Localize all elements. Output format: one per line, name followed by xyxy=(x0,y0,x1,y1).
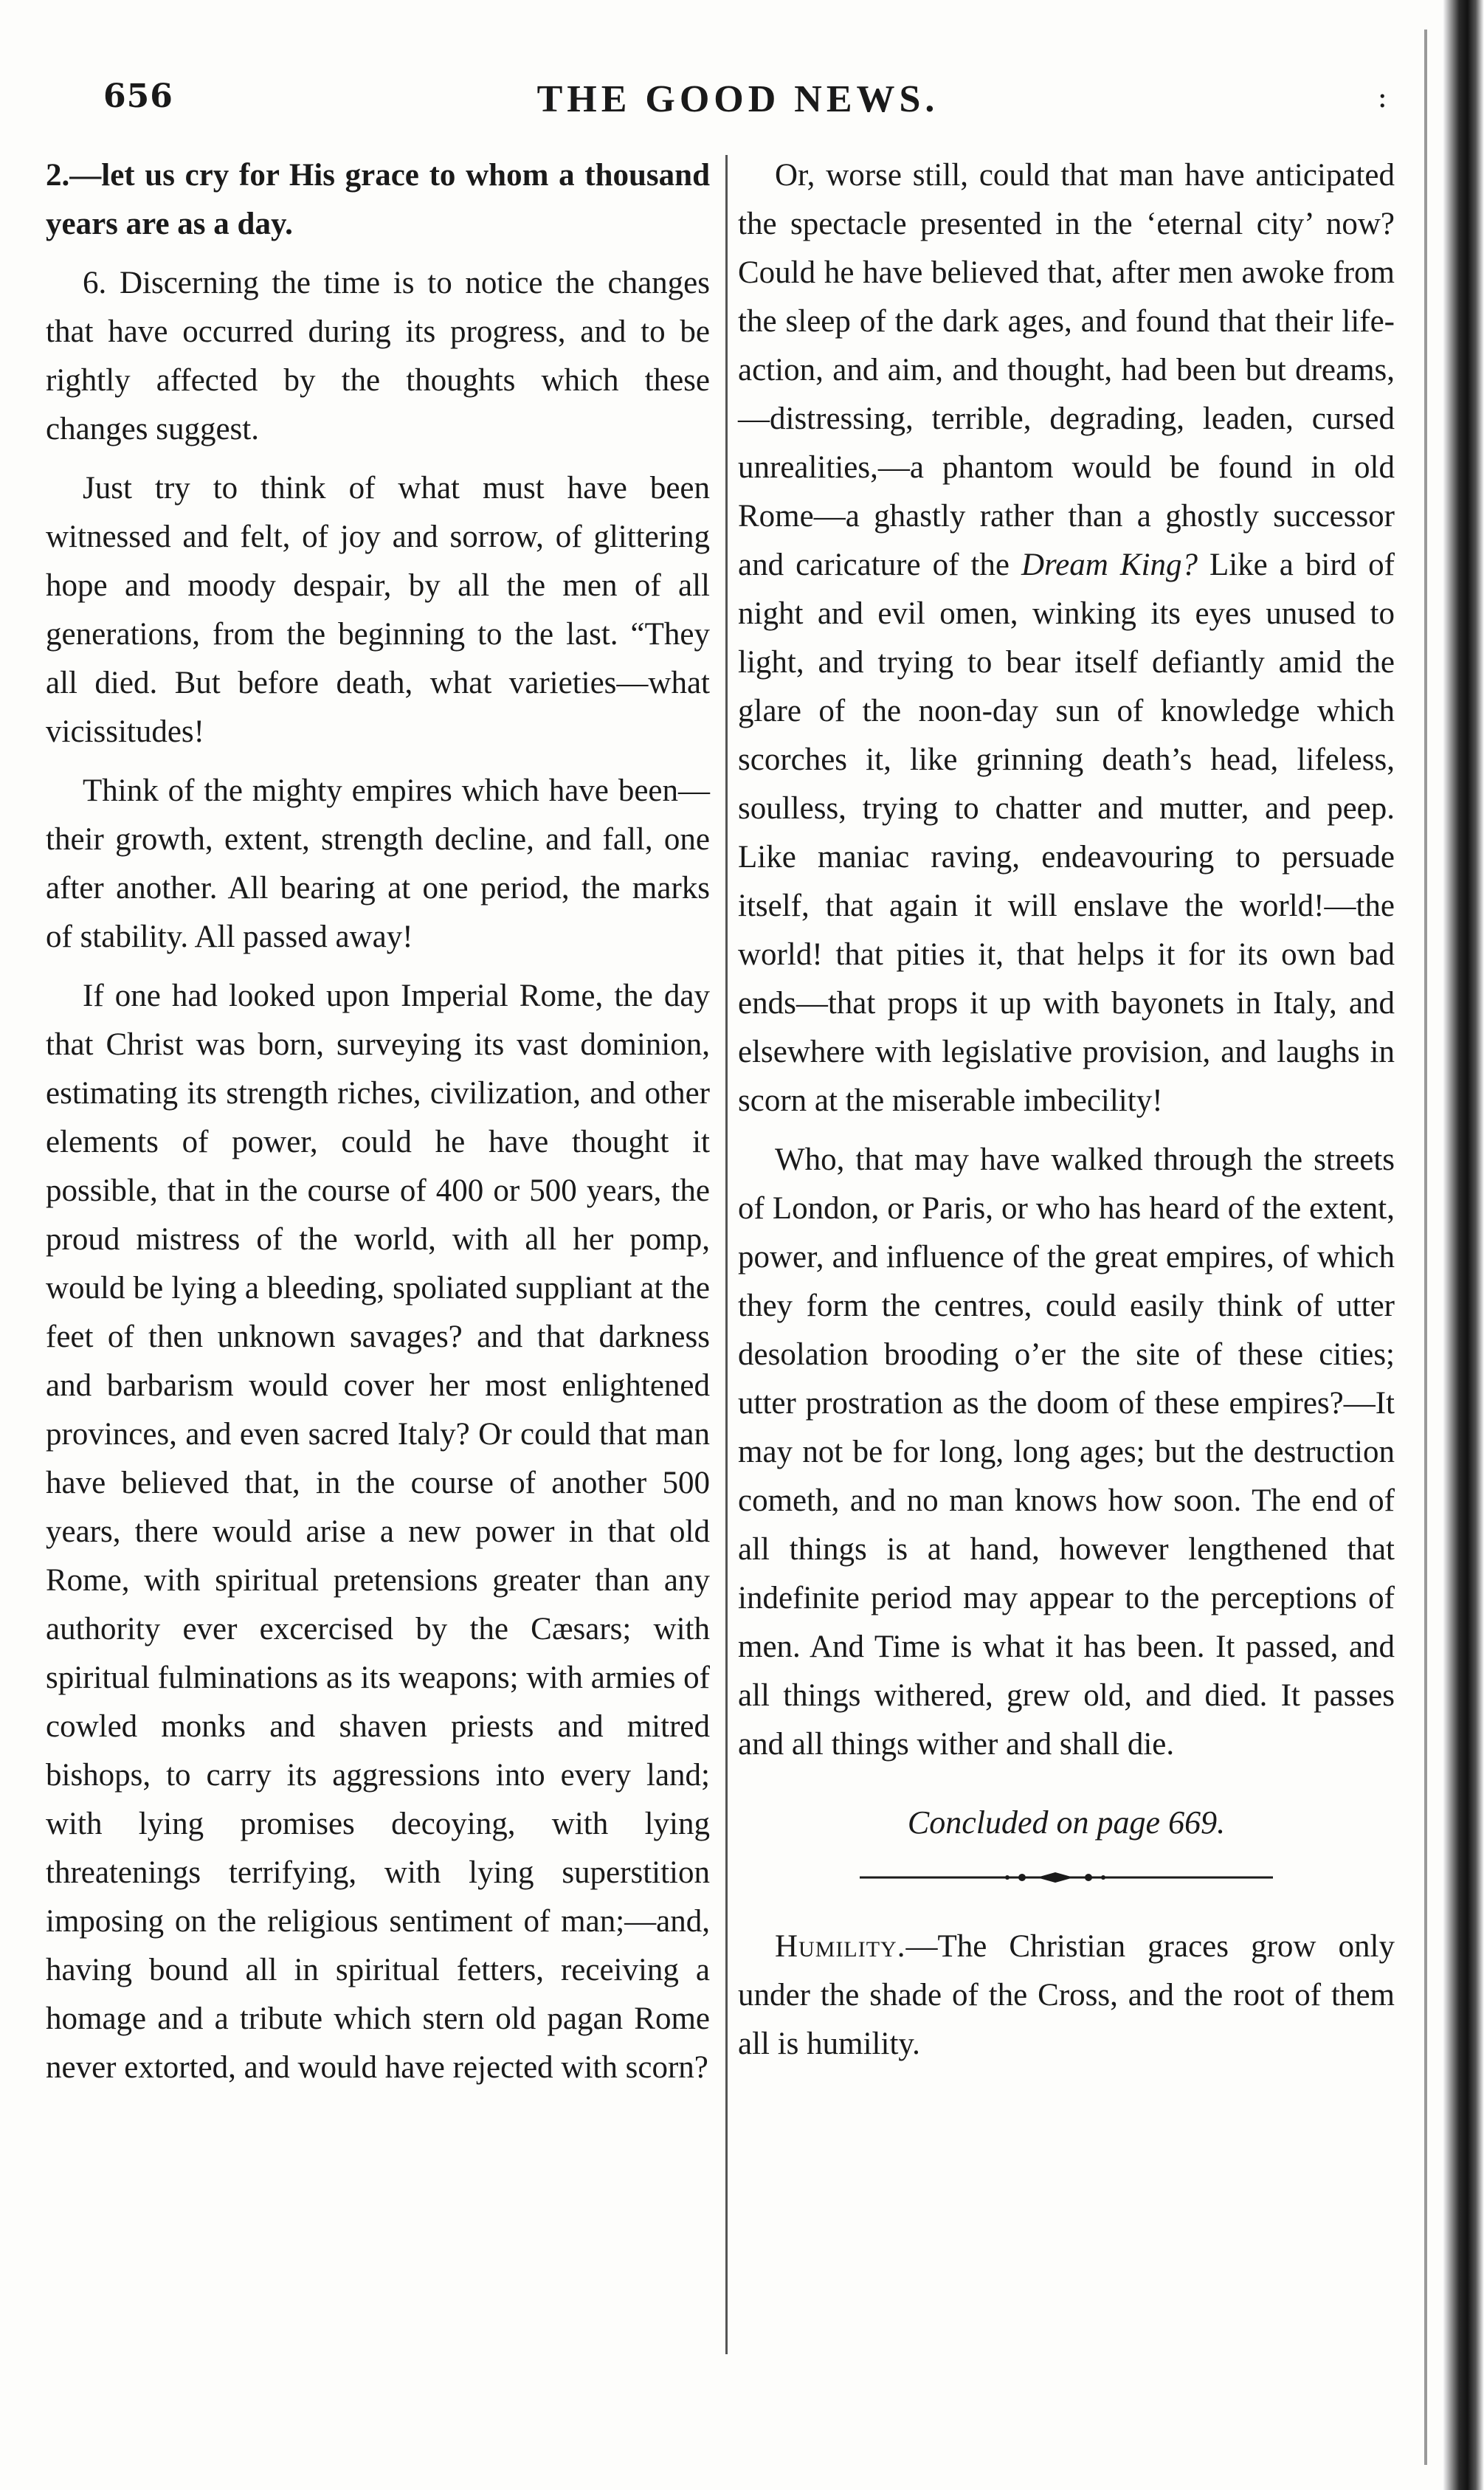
paragraph-text: Like a bird of night and evil omen, winking its eyes unused to light, and trying to bear itself defiantly amid the glare of the noon-day sun of knowledge which scorches it, like grinning death’s head, lifeless, soulless, trying to chatter and mutter, and peep. Like maniac raving, endeavouring to persuade itself, that again it will enslave the world!—the world! that pities it, that helps it for its own bad ends—that props it up with bayonets in Italy, and elsewhere with legislative provision, and laughs in scorn at the miserable imbecility! xyxy=(738,548,1395,1118)
column-divider xyxy=(725,155,728,2354)
page-edge-line xyxy=(1424,30,1427,2465)
journal-title: THE GOOD NEWS. xyxy=(536,78,939,120)
paragraph: Who, that may have walked through the streets of London, or Paris, or who has heard of the extent, power, and influence of the great empires, of which they form the centres, could easily think of utter desolation brooding o’er the site of these cities; utter prostration as the doom of these empires?—It may not be for long, long ages; but the destruction cometh, and no man knows how soon. The end of all things is at hand, however lengthened that indefinite period may appear to the perceptions of men. And Time is what it has been. It passed, and all things withered, grew old, and died. It passes and all things wither and shall die. xyxy=(738,1142,1395,1762)
paragraph: Just try to think of what must have been witnessed and felt, of joy and sorrow, of glittering hope and moody despair, by all the men of all generations, from the beginning to the last. “They all died. But before death, what varieties—what vicissitudes! xyxy=(46,471,710,749)
left-column xyxy=(46,151,710,2103)
paragraph-text: —The Christian graces grow only under the shade of the Cross, and the root of them all is humility. xyxy=(738,1929,1395,2061)
paragraph xyxy=(738,1922,1395,2069)
page-number: 656 xyxy=(103,77,173,115)
binding-edge xyxy=(1443,0,1484,2490)
header-mark: : xyxy=(1377,80,1387,114)
right-column xyxy=(738,151,1395,2079)
italic-phrase: Dream King? xyxy=(1021,548,1198,582)
paragraph: 2.—let us cry for His grace to whom a thousand years are as a day. xyxy=(46,158,710,241)
paragraph: If one had looked upon Imperial Rome, the day that Christ was born, surveying its vast dominion, estimating its strength riches, civilization, and other elements of power, could he have thought it possible, that in the course of 400 or 500 years, the proud mistress of the world, with all her pomp, would be lying a bleeding, spoliated suppliant at the feet of then unknown savages? and that darkness and barbarism would cover her most enlightened provinces, and even sacred Italy? Or could that man have believed that, in the course of another 500 years, there would arise a new power in that old Rome, with spiritual pretensions greater than any authority ever excercised by the Cæsars; with spiritual fulminations as its weapons; with armies of cowled monks and shaven priests and mitred bishops, to carry its aggressions into every land; with lying promises decoying, with lying threatenings terrifying, with lying superstition imposing on the religious sentiment of man;—and, having bound all in spiritual fetters, receiving a homage and a tribute which stern old pagan Rome never extorted, and would have rejected with scorn? xyxy=(46,979,710,2085)
paragraph xyxy=(738,151,1395,1125)
ornamental-divider xyxy=(860,1869,1273,1886)
continuation-note: Concluded on page 669. xyxy=(907,1804,1226,1841)
section-heading: Humility. xyxy=(775,1929,906,1964)
paragraph: Think of the mighty empires which have been—their growth, extent, strength decline, and fall, one after another. All bearing at one period, the marks of stability. All passed away! xyxy=(46,773,710,954)
page-header xyxy=(89,70,1387,137)
paragraph: 6. Discerning the time is to notice the changes that have occurred during its progress, and to be rightly affected by the thoughts which these changes suggest. xyxy=(46,266,710,446)
paragraph-text: Or, worse still, could that man have anticipated the spectacle presented in the ‘eternal city’ now? Could he have believed that, after men awoke from the sleep of the dark ages, and found that their life-action, and aim, and thought, had been but dreams,—distressing, terrible, degrading, leaden, cursed unrealities,—a phantom would be found in old Rome—a ghastly rather than a ghostly successor and caricature of the xyxy=(738,158,1395,582)
